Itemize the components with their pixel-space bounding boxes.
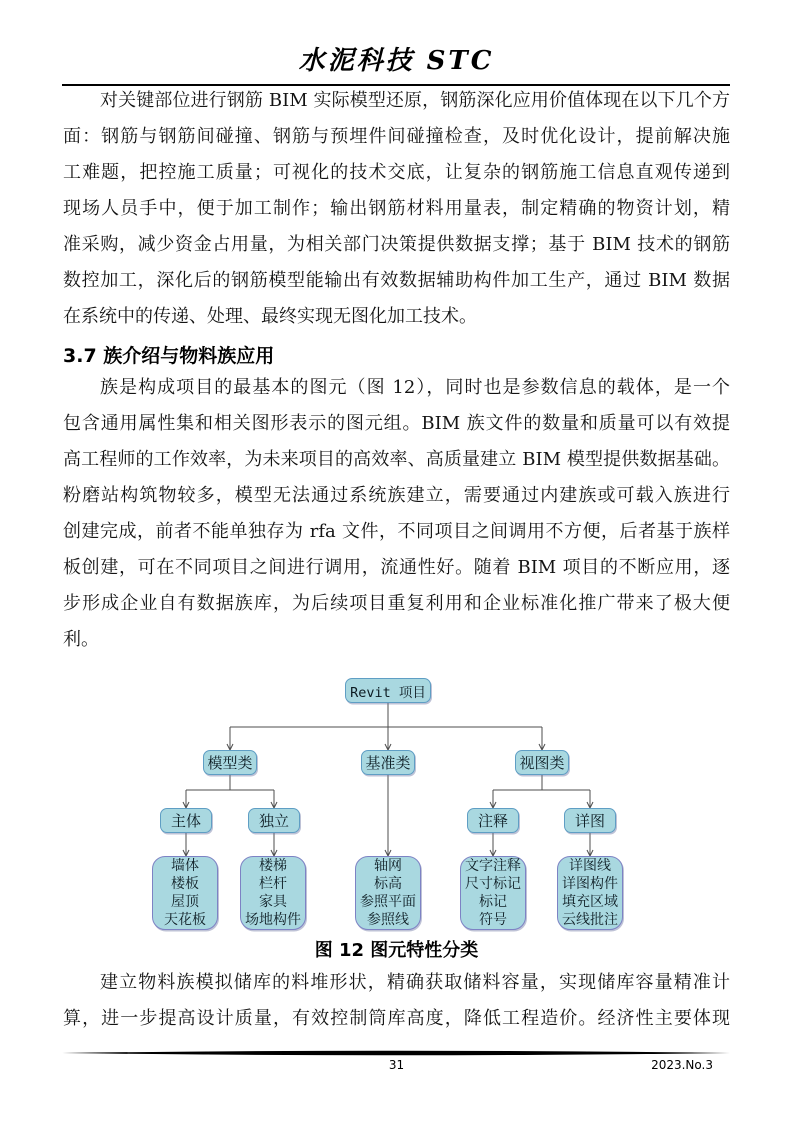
issue-number: 2023.No.3 <box>651 1058 713 1072</box>
leaf-item: 场地构件 <box>245 912 301 928</box>
text-line: 准采购，减少资金占用量，为相关部门决策提供数据支撑；基于 BIM 技术的钢筋 <box>63 234 730 255</box>
paragraph-family-intro <box>63 370 730 658</box>
text-line: 面：钢筋与钢筋间碰撞、钢筋与预埋件间碰撞检查，及时优化设计，提前解决施 <box>63 126 730 147</box>
leaf-datum-elements <box>355 856 421 930</box>
leaf-host-elements <box>152 856 218 930</box>
leaf-detail-elements <box>557 856 623 930</box>
footer-rule <box>62 1050 730 1057</box>
leaf-item: 填充区域 <box>562 894 618 910</box>
leaf-item: 符号 <box>479 912 507 928</box>
node-datum-class: 基准类 <box>361 750 415 775</box>
leaf-item: 标高 <box>374 876 402 892</box>
text-line: 板创建，可在不同项目之间进行调用，流通性好。随着 BIM 项目的不断应用，逐 <box>63 557 730 578</box>
leaf-item: 栏杆 <box>259 876 287 892</box>
text-line: 建立物料族模拟储库的料堆形状，精确获取储料容量，实现储库容量精准计 <box>100 972 730 993</box>
node-revit-project: Revit 项目 <box>345 678 431 703</box>
node-host: 主体 <box>160 808 212 833</box>
text-line: 算，进一步提高设计质量，有效控制筒库高度，降低工程造价。经济性主要体现 <box>63 1008 730 1029</box>
figure-caption: 图 12 图元特性分类 <box>314 940 479 961</box>
leaf-item: 墙体 <box>171 858 199 874</box>
leaf-item: 轴网 <box>374 858 402 874</box>
leaf-item: 文字注释 <box>465 858 521 874</box>
leaf-item: 家具 <box>259 894 287 910</box>
text-line: 步形成企业自有数据族库，为后续项目重复利用和企业标准化推广带来了极大便 <box>63 593 730 614</box>
text-line: 在系统中的传递、处理、最终实现无图化加工技术。 <box>63 306 477 327</box>
leaf-item: 参照平面 <box>360 894 416 910</box>
text-line: 对关键部位进行钢筋 BIM 实际模型还原，钢筋深化应用价值体现在以下几个方 <box>100 90 730 111</box>
node-detail: 详图 <box>564 808 616 833</box>
paragraph-rebar-bim <box>63 83 730 335</box>
text-line: 工难题，把控施工质量；可视化的技术交底，让复杂的钢筋施工信息直观传递到 <box>63 162 730 183</box>
leaf-item: 楼梯 <box>259 858 287 874</box>
section-heading-3-7: 3.7 族介绍与物料族应用 <box>63 345 275 367</box>
text-line: 包含通用属性集和相关图形表示的图元组。BIM 族文件的数量和质量可以有效提 <box>63 413 730 434</box>
text-line: 高工程师的工作效率，为未来项目的高效率、高质量建立 BIM 模型提供数据基础。 <box>63 449 730 470</box>
leaf-item: 屋顶 <box>171 894 199 910</box>
leaf-item: 天花板 <box>164 912 206 928</box>
page-number: 31 <box>388 1058 405 1072</box>
text-line: 粉磨站构筑物较多，模型无法通过系统族建立，需要通过内建族或可载入族进行 <box>63 485 730 506</box>
leaf-item: 尺寸标记 <box>465 876 521 892</box>
text-line: 数控加工，深化后的钢筋模型能输出有效数据辅助构件加工生产，通过 BIM 数据 <box>63 270 730 291</box>
node-model-class: 模型类 <box>203 750 257 775</box>
node-view-class: 视图类 <box>515 750 569 775</box>
text-line: 利。 <box>63 629 99 650</box>
text-line: 现场人员手中，便于加工制作；输出钢筋材料用量表，制定精确的物资计划，精 <box>63 198 730 219</box>
leaf-annotation-elements <box>460 856 526 930</box>
journal-title: 水泥科技 STC <box>298 46 495 76</box>
leaf-item: 云线批注 <box>562 912 618 928</box>
leaf-item: 参照线 <box>367 912 409 928</box>
leaf-item: 标记 <box>479 894 507 910</box>
node-standalone: 独立 <box>248 808 300 833</box>
figure-element-tree-diagram <box>0 668 793 940</box>
leaf-item: 详图构件 <box>562 876 618 892</box>
leaf-item: 详图线 <box>569 858 611 874</box>
text-line: 创建完成，前者不能单独存为 rfa 文件，不同项目之间调用不方便，后者基于族样 <box>63 521 730 542</box>
leaf-item: 楼板 <box>171 876 199 892</box>
leaf-standalone-elements <box>240 856 306 930</box>
paragraph-material-family <box>63 965 730 1037</box>
text-line: 族是构成项目的最基本的图元（图 12），同时也是参数信息的载体，是一个 <box>100 377 730 398</box>
node-annotation: 注释 <box>467 808 519 833</box>
